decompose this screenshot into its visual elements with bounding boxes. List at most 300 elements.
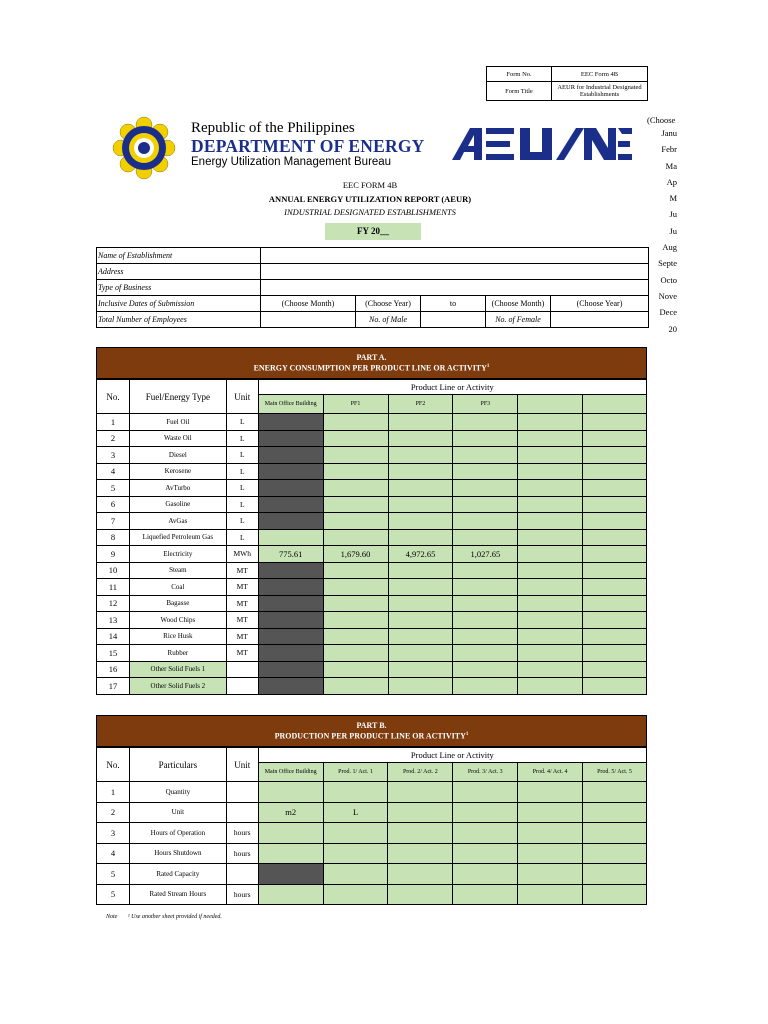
value-cell[interactable] [323,562,388,579]
value-cell[interactable] [518,496,583,513]
row-label: Wood Chips [129,612,226,629]
value-cell[interactable] [388,782,453,803]
row-label: Quantity [129,782,226,803]
table-row [97,864,647,885]
row-number: 3 [97,447,130,464]
row-number: 4 [97,843,130,864]
value-cell [258,628,323,645]
value-cell[interactable] [518,529,583,546]
month-dropdown-list [647,115,677,340]
end-year-select[interactable]: (Choose Year) [551,296,649,312]
month-list-item[interactable]: 20 [668,323,677,334]
establishment-info-table [96,247,649,328]
employees-total-field[interactable] [261,312,356,328]
value-cell[interactable] [453,480,518,497]
row-label: Liquefied Petroleum Gas [129,529,226,546]
value-cell[interactable] [388,513,453,530]
value-cell[interactable] [583,430,647,447]
employees-label: Total Number of Employees [97,312,261,328]
value-cell[interactable] [583,595,647,612]
value-cell[interactable] [518,645,583,662]
month-list-item[interactable]: Nove [658,290,677,301]
value-cell[interactable] [583,661,647,678]
value-cell[interactable] [518,595,583,612]
row-unit [226,678,258,695]
address-label: Address [97,264,261,280]
product-col-header[interactable]: Prod. 4/ Act. 4 [518,763,583,782]
value-cell [258,447,323,464]
value-cell[interactable] [323,480,388,497]
row-label: Diesel [129,447,226,464]
value-cell[interactable] [518,612,583,629]
name-field[interactable] [261,248,649,264]
value-cell [258,645,323,662]
value-cell[interactable] [323,628,388,645]
value-cell[interactable] [323,782,388,803]
value-cell[interactable] [518,884,583,905]
value-cell [258,463,323,480]
table-row [97,447,647,464]
row-unit: L [226,480,258,497]
table-row [97,884,647,905]
part-b-title: PART B. [356,721,387,730]
value-cell[interactable] [518,447,583,464]
product-col-header[interactable]: Prod. 5/ Act. 5 [583,763,647,782]
value-cell[interactable] [518,480,583,497]
row-number: 1 [97,782,130,803]
row-number: 7 [97,513,130,530]
month-list-item[interactable]: Ma [665,160,677,171]
row-unit: L [226,513,258,530]
note-text: ¹ Use another sheet provided if needed. [127,914,222,920]
value-cell[interactable] [323,843,388,864]
product-col-header[interactable]: Main Office Building [258,763,323,782]
value-cell[interactable] [583,414,647,431]
month-list-item[interactable]: M [669,193,677,204]
row-unit: hours [226,843,258,864]
value-cell[interactable]: L [323,802,388,823]
report-subtitle: INDUSTRIAL DESIGNATED ESTABLISHMENTS [284,207,456,217]
row-label: Other Solid Fuels 1 [129,661,226,678]
value-cell[interactable] [323,612,388,629]
value-cell [258,496,323,513]
department-name: DEPARTMENT OF ENERGY [191,136,425,156]
col-unit-header: Unit [226,380,258,414]
note-label: Note [106,914,118,920]
value-cell[interactable] [388,496,453,513]
table-row [97,529,647,546]
male-label: No. of Male [356,312,421,328]
part-b-section [96,715,647,905]
value-cell [258,661,323,678]
value-cell[interactable] [583,447,647,464]
value-cell[interactable] [388,884,453,905]
value-cell[interactable] [323,496,388,513]
month-list-item[interactable]: Octo [660,274,677,285]
value-cell[interactable] [453,579,518,596]
table-row [97,496,647,513]
value-cell[interactable] [388,447,453,464]
table-row [97,562,647,579]
value-cell[interactable] [583,496,647,513]
part-a-header: PART A. ENERGY CONSUMPTION PER PRODUCT LINE OR ACTIVITY$^1$ [96,347,647,379]
value-cell[interactable]: 4,972.65 [388,546,453,563]
value-cell[interactable] [518,823,583,844]
value-cell[interactable] [388,414,453,431]
row-label: Bagasse [129,595,226,612]
value-cell[interactable] [453,612,518,629]
row-unit: MT [226,579,258,596]
row-number: 1 [97,414,130,431]
row-number: 10 [97,562,130,579]
business-field[interactable] [261,280,649,296]
name-label: Name of Establishment [97,248,261,264]
row-label: Rubber [129,645,226,662]
value-cell[interactable] [583,802,647,823]
table-row [97,430,647,447]
value-cell[interactable] [518,864,583,885]
value-cell[interactable] [453,513,518,530]
row-label: Hours of Operation [129,823,226,844]
row-unit [226,864,258,885]
value-cell[interactable] [583,546,647,563]
row-label: Rated Stream Hours [129,884,226,905]
value-cell[interactable] [518,414,583,431]
business-label: Type of Business [97,280,261,296]
start-month-select[interactable]: (Choose Month) [261,296,356,312]
value-cell[interactable] [388,595,453,612]
value-cell[interactable] [388,802,453,823]
col-unit-header: Unit [226,748,258,782]
table-row [97,782,647,803]
value-cell[interactable] [323,414,388,431]
value-cell[interactable] [258,884,323,905]
row-number: 5 [97,480,130,497]
row-number: 5 [97,884,130,905]
product-col-header[interactable]: Prod. 2/ Act. 2 [388,763,453,782]
value-cell[interactable] [388,678,453,695]
product-col-header[interactable] [518,395,583,414]
row-unit: hours [226,823,258,844]
row-number: 15 [97,645,130,662]
month-list-item[interactable]: Dece [659,307,677,318]
value-cell [258,864,323,885]
row-unit: MT [226,645,258,662]
value-cell[interactable] [453,496,518,513]
male-field[interactable] [421,312,486,328]
col-type-header: Fuel/Energy Type [129,380,226,414]
value-cell[interactable] [388,430,453,447]
value-cell[interactable] [583,579,647,596]
row-unit: L [226,430,258,447]
value-cell[interactable] [388,463,453,480]
value-cell[interactable] [518,843,583,864]
value-cell[interactable] [583,864,647,885]
table-row [97,595,647,612]
part-a-title: PART A. [356,353,387,362]
col-type-header: Particulars [129,748,226,782]
table-row [97,823,647,844]
value-cell[interactable] [583,562,647,579]
dates-label: Inclusive Dates of Submission [97,296,261,312]
value-cell[interactable]: m2 [258,802,323,823]
value-cell[interactable] [518,430,583,447]
row-label: Other Solid Fuels 2 [129,678,226,695]
value-cell[interactable] [453,864,518,885]
value-cell[interactable] [258,823,323,844]
value-cell[interactable] [258,843,323,864]
value-cell[interactable] [388,529,453,546]
value-cell[interactable]: 775.61 [258,546,323,563]
value-cell[interactable] [583,678,647,695]
month-list-item[interactable]: Aug [662,242,677,253]
month-list-item[interactable]: Ju [669,225,677,236]
value-cell [258,480,323,497]
value-cell[interactable] [518,463,583,480]
row-number: 14 [97,628,130,645]
end-month-select[interactable]: (Choose Month) [486,296,551,312]
value-cell[interactable] [323,823,388,844]
month-list-item[interactable]: Septe [658,258,677,269]
row-number: 4 [97,463,130,480]
value-cell[interactable] [453,463,518,480]
product-line-header: Product Line or Activity [258,380,646,395]
row-unit [226,802,258,823]
row-label: Fuel Oil [129,414,226,431]
form-title-value: AEUR for Industrial Designated Establishments [552,82,648,101]
product-col-header[interactable]: Prod. 1/ Act. 1 [323,763,388,782]
value-cell[interactable] [323,430,388,447]
value-cell[interactable] [583,823,647,844]
value-cell[interactable] [518,579,583,596]
table-row [97,678,647,695]
value-cell[interactable] [388,645,453,662]
value-cell [258,513,323,530]
table-row [97,628,647,645]
row-label: Electricity [129,546,226,563]
row-unit: MT [226,612,258,629]
value-cell[interactable] [453,843,518,864]
month-list-item[interactable]: Janu [661,128,677,138]
value-cell [258,579,323,596]
row-number: 11 [97,579,130,596]
row-number: 6 [97,496,130,513]
value-cell[interactable] [583,612,647,629]
part-b-table [96,747,647,905]
value-cell[interactable] [323,864,388,885]
value-cell [258,414,323,431]
value-cell[interactable] [583,884,647,905]
row-number: 16 [97,661,130,678]
value-cell[interactable] [323,595,388,612]
product-col-header[interactable]: PF1 [323,395,388,414]
value-cell[interactable] [388,628,453,645]
row-label: AvGas [129,513,226,530]
value-cell[interactable] [323,579,388,596]
value-cell[interactable] [388,612,453,629]
part-b-header: PART B. PRODUCTION PER PRODUCT LINE OR ACTIVITY$^1$ [96,715,647,747]
part-a-section [96,347,647,695]
form-no-value: EEC Form 4B [552,67,648,82]
table-row [97,463,647,480]
value-cell[interactable] [323,645,388,662]
fiscal-year-field[interactable]: FY 20__ [325,223,421,240]
value-cell[interactable] [258,782,323,803]
bureau-name: Energy Utilization Management Bureau [191,156,392,168]
row-label: Gasoline [129,496,226,513]
female-field[interactable] [551,312,649,328]
value-cell[interactable] [518,562,583,579]
row-unit: L [226,463,258,480]
product-col-header[interactable]: PF2 [388,395,453,414]
table-row [97,414,647,431]
part-b-subtitle: PRODUCTION PER PRODUCT LINE OR ACTIVITY [274,731,466,741]
value-cell[interactable] [453,562,518,579]
part-a-subtitle: ENERGY CONSUMPTION PER PRODUCT LINE OR ACTIVITY [253,363,487,373]
aeur-logo [450,126,632,162]
value-cell[interactable] [323,661,388,678]
report-title: ANNUAL ENERGY UTILIZATION REPORT (AEUR) [268,194,472,204]
republic-text: Republic of the Philippines [191,120,355,136]
row-unit: MT [226,562,258,579]
value-cell[interactable] [583,843,647,864]
row-number: 8 [97,529,130,546]
value-cell[interactable] [323,463,388,480]
value-cell [258,678,323,695]
row-unit [226,782,258,803]
month-list-item[interactable]: Ap [666,176,677,187]
value-cell[interactable] [323,678,388,695]
row-unit: L [226,496,258,513]
row-label: Rated Capacity [129,864,226,885]
address-field[interactable] [261,264,649,280]
row-unit: MWh [226,546,258,563]
value-cell[interactable] [583,645,647,662]
product-col-header[interactable] [583,395,647,414]
row-unit: hours [226,884,258,905]
value-cell [258,430,323,447]
row-label: Waste Oil [129,430,226,447]
value-cell[interactable] [388,864,453,885]
col-no-header: No. [97,380,130,414]
value-cell[interactable] [453,823,518,844]
month-list-item[interactable]: Ju [669,209,677,220]
value-cell[interactable] [453,628,518,645]
footnote [106,914,222,920]
table-row [97,843,647,864]
product-col-header[interactable]: Main Office Building [258,395,323,414]
value-cell[interactable] [453,529,518,546]
value-cell[interactable] [518,782,583,803]
col-no-header: No. [97,748,130,782]
row-unit: L [226,414,258,431]
value-cell[interactable]: 1,679.60 [323,546,388,563]
start-year-select[interactable]: (Choose Year) [356,296,421,312]
row-label: Hours Shutdown [129,843,226,864]
form-no-label: Form No. [487,67,552,82]
value-cell[interactable] [323,447,388,464]
value-cell[interactable] [453,884,518,905]
month-list-item[interactable]: Febr [661,144,677,155]
value-cell[interactable] [583,463,647,480]
row-label: Kerosene [129,463,226,480]
row-unit: L [226,529,258,546]
table-row [97,645,647,662]
value-cell[interactable] [453,447,518,464]
row-number: 12 [97,595,130,612]
value-cell[interactable] [518,802,583,823]
row-unit [226,661,258,678]
row-number: 5 [97,864,130,885]
value-cell[interactable] [453,595,518,612]
value-cell[interactable] [453,802,518,823]
value-cell[interactable] [518,546,583,563]
value-cell[interactable] [453,661,518,678]
value-cell [258,562,323,579]
value-cell[interactable] [518,513,583,530]
value-cell[interactable] [583,529,647,546]
value-cell[interactable] [323,513,388,530]
table-row [97,546,647,563]
row-label: Coal [129,579,226,596]
value-cell[interactable] [453,645,518,662]
value-cell[interactable] [388,843,453,864]
value-cell[interactable] [453,430,518,447]
doe-seal-logo [109,113,179,183]
value-cell[interactable] [453,678,518,695]
row-unit: MT [226,595,258,612]
row-number: 17 [97,678,130,695]
form-info-table [486,66,648,101]
value-cell[interactable] [453,782,518,803]
form-code: EEC FORM 4B [342,180,398,190]
table-row [97,480,647,497]
value-cell[interactable] [518,678,583,695]
table-row [97,802,647,823]
value-cell[interactable] [583,782,647,803]
table-row [97,612,647,629]
female-label: No. of Female [486,312,551,328]
row-unit: MT [226,628,258,645]
value-cell[interactable] [583,513,647,530]
value-cell[interactable] [388,480,453,497]
value-cell[interactable] [388,579,453,596]
value-cell[interactable] [518,628,583,645]
value-cell [258,612,323,629]
value-cell [258,595,323,612]
value-cell[interactable] [583,480,647,497]
value-cell[interactable] [453,414,518,431]
month-list-header: (Choose [647,115,676,125]
value-cell[interactable] [388,661,453,678]
value-cell[interactable]: 1,027.65 [453,546,518,563]
value-cell[interactable] [323,529,388,546]
table-row [97,513,647,530]
value-cell[interactable] [388,562,453,579]
row-label: Rice Husk [129,628,226,645]
value-cell[interactable] [388,823,453,844]
row-unit: L [226,447,258,464]
form-title-label: Form Title [487,82,552,101]
row-number: 2 [97,802,130,823]
value-cell[interactable] [323,884,388,905]
value-cell[interactable] [518,661,583,678]
product-col-header[interactable]: Prod. 3/ Act. 3 [453,763,518,782]
product-col-header[interactable]: PF3 [453,395,518,414]
value-cell[interactable] [583,628,647,645]
value-cell[interactable] [258,529,323,546]
row-number: 9 [97,546,130,563]
